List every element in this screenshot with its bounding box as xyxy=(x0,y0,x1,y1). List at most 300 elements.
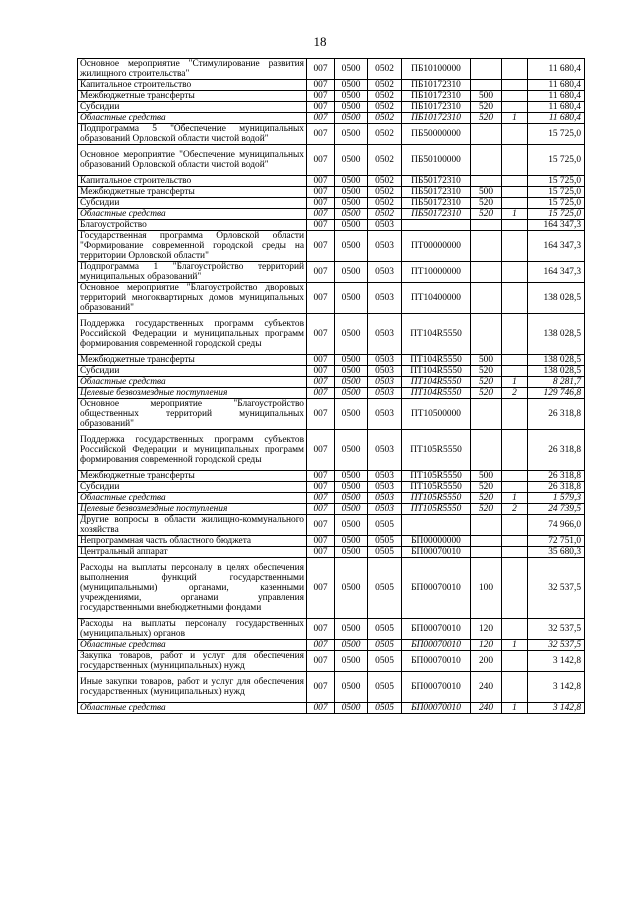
row-source-code xyxy=(502,672,528,703)
table-row xyxy=(78,703,585,714)
table-row xyxy=(78,198,585,209)
row-subsection-code: 0503 xyxy=(368,355,402,366)
row-subsection-code: 0502 xyxy=(368,198,402,209)
row-source-code xyxy=(502,482,528,493)
table-row xyxy=(78,619,585,640)
row-gr-code: 007 xyxy=(307,471,335,482)
row-section-code: 0500 xyxy=(335,493,368,504)
row-subsection-code: 0503 xyxy=(368,482,402,493)
row-gr-code: 007 xyxy=(307,176,335,187)
table-row xyxy=(78,124,585,145)
row-gr-code: 007 xyxy=(307,558,335,619)
row-section-code: 0500 xyxy=(335,187,368,198)
row-expense-type: 520 xyxy=(471,388,502,399)
row-gr-code: 007 xyxy=(307,102,335,113)
row-expense-type xyxy=(471,536,502,547)
row-target-code: БП00070010 xyxy=(402,672,471,703)
row-subsection-code: 0502 xyxy=(368,113,402,124)
row-section-code: 0500 xyxy=(335,482,368,493)
row-target-code xyxy=(402,220,471,231)
row-section-code: 0500 xyxy=(335,80,368,91)
row-section-code: 0500 xyxy=(335,355,368,366)
row-target-code: ПТ104R5550 xyxy=(402,355,471,366)
row-expense-type: 500 xyxy=(471,187,502,198)
row-source-code: 1 xyxy=(502,113,528,124)
row-subsection-code: 0503 xyxy=(368,399,402,430)
row-name: Основное мероприятие "Стимулирование развития жилищного строительства" xyxy=(78,59,307,80)
row-amount: 138 028,5 xyxy=(528,366,585,377)
row-amount: 11 680,4 xyxy=(528,80,585,91)
row-target-code: БП00070010 xyxy=(402,547,471,558)
row-gr-code: 007 xyxy=(307,80,335,91)
row-gr-code: 007 xyxy=(307,493,335,504)
row-section-code: 0500 xyxy=(335,283,368,314)
row-name: Основное мероприятие "Благоустройство общественных территорий муниципальных образований" xyxy=(78,399,307,430)
row-gr-code: 007 xyxy=(307,209,335,220)
row-source-code xyxy=(502,651,528,672)
row-expense-type: 520 xyxy=(471,482,502,493)
row-name: Областные средства xyxy=(78,377,307,388)
row-target-code: БП00070010 xyxy=(402,619,471,640)
row-expense-type: 100 xyxy=(471,558,502,619)
row-amount: 129 746,8 xyxy=(528,388,585,399)
row-gr-code: 007 xyxy=(307,59,335,80)
row-gr-code: 007 xyxy=(307,504,335,515)
row-source-code xyxy=(502,430,528,471)
row-section-code: 0500 xyxy=(335,399,368,430)
row-amount: 138 028,5 xyxy=(528,355,585,366)
row-section-code: 0500 xyxy=(335,619,368,640)
table-row xyxy=(78,482,585,493)
row-section-code: 0500 xyxy=(335,377,368,388)
row-name: Основное мероприятие "Благоустройство дворовых территорий многоквартирных домов муниципальных образований" xyxy=(78,283,307,314)
row-source-code xyxy=(502,536,528,547)
table-row xyxy=(78,262,585,283)
row-target-code: ПТ104R5550 xyxy=(402,377,471,388)
row-target-code: БП00070010 xyxy=(402,640,471,651)
row-gr-code: 007 xyxy=(307,651,335,672)
row-expense-type: 520 xyxy=(471,102,502,113)
row-target-code: ПТ10400000 xyxy=(402,283,471,314)
row-expense-type: 500 xyxy=(471,355,502,366)
table-row xyxy=(78,640,585,651)
row-section-code: 0500 xyxy=(335,471,368,482)
table-row xyxy=(78,536,585,547)
table-row xyxy=(78,651,585,672)
row-source-code: 1 xyxy=(502,377,528,388)
row-gr-code: 007 xyxy=(307,366,335,377)
row-name: Подпрограмма 1 "Благоустройство территорий муниципальных образований" xyxy=(78,262,307,283)
row-expense-type: 240 xyxy=(471,672,502,703)
row-section-code: 0500 xyxy=(335,113,368,124)
table-row xyxy=(78,377,585,388)
row-amount: 72 751,0 xyxy=(528,536,585,547)
row-target-code: БП00000000 xyxy=(402,536,471,547)
table-row xyxy=(78,493,585,504)
row-name: Межбюджетные трансферты xyxy=(78,91,307,102)
table-row xyxy=(78,176,585,187)
row-amount: 138 028,5 xyxy=(528,283,585,314)
row-amount: 164 347,3 xyxy=(528,262,585,283)
row-amount: 74 966,0 xyxy=(528,515,585,536)
row-gr-code: 007 xyxy=(307,547,335,558)
row-gr-code: 007 xyxy=(307,145,335,176)
row-name: Областные средства xyxy=(78,703,307,714)
row-source-code: 2 xyxy=(502,504,528,515)
row-gr-code: 007 xyxy=(307,113,335,124)
row-amount: 15 725,0 xyxy=(528,176,585,187)
row-subsection-code: 0505 xyxy=(368,703,402,714)
row-expense-type xyxy=(471,80,502,91)
row-source-code xyxy=(502,399,528,430)
row-section-code: 0500 xyxy=(335,314,368,355)
row-target-code: ПБ50172310 xyxy=(402,209,471,220)
table-row xyxy=(78,515,585,536)
row-amount: 8 281,7 xyxy=(528,377,585,388)
row-source-code: 1 xyxy=(502,640,528,651)
row-subsection-code: 0503 xyxy=(368,430,402,471)
row-subsection-code: 0503 xyxy=(368,262,402,283)
row-source-code xyxy=(502,355,528,366)
row-target-code: ПБ10100000 xyxy=(402,59,471,80)
row-subsection-code: 0502 xyxy=(368,102,402,113)
row-name: Областные средства xyxy=(78,493,307,504)
row-target-code: ПТ104R5550 xyxy=(402,388,471,399)
row-section-code: 0500 xyxy=(335,640,368,651)
row-name: Государственная программа Орловской области "Формирование современной городской среды на территории Орловской области" xyxy=(78,231,307,262)
table-row xyxy=(78,91,585,102)
row-expense-type xyxy=(471,220,502,231)
row-name: Поддержка государственных программ субъектов Российской Федерации и муниципальных программ формирования современной городской среды xyxy=(78,430,307,471)
row-name: Субсидии xyxy=(78,198,307,209)
row-target-code: ПТ10500000 xyxy=(402,399,471,430)
row-section-code: 0500 xyxy=(335,547,368,558)
row-source-code xyxy=(502,515,528,536)
row-target-code: ПБ50172310 xyxy=(402,198,471,209)
row-expense-type: 520 xyxy=(471,198,502,209)
row-amount: 1 579,3 xyxy=(528,493,585,504)
row-source-code xyxy=(502,145,528,176)
row-gr-code: 007 xyxy=(307,231,335,262)
row-expense-type xyxy=(471,399,502,430)
budget-table-body xyxy=(78,59,585,714)
row-gr-code: 007 xyxy=(307,283,335,314)
row-name: Другие вопросы в области жилищно-коммунального хозяйства xyxy=(78,515,307,536)
row-expense-type xyxy=(471,59,502,80)
row-target-code: БП00070010 xyxy=(402,703,471,714)
row-section-code: 0500 xyxy=(335,59,368,80)
row-source-code xyxy=(502,547,528,558)
row-source-code xyxy=(502,198,528,209)
row-subsection-code: 0503 xyxy=(368,283,402,314)
row-gr-code: 007 xyxy=(307,482,335,493)
table-row xyxy=(78,399,585,430)
table-row xyxy=(78,355,585,366)
row-target-code xyxy=(402,515,471,536)
row-source-code xyxy=(502,187,528,198)
row-expense-type: 120 xyxy=(471,640,502,651)
row-target-code: ПБ50000000 xyxy=(402,124,471,145)
row-section-code: 0500 xyxy=(335,209,368,220)
row-gr-code: 007 xyxy=(307,703,335,714)
row-source-code xyxy=(502,619,528,640)
row-amount: 11 680,4 xyxy=(528,59,585,80)
row-subsection-code: 0505 xyxy=(368,672,402,703)
row-amount: 32 537,5 xyxy=(528,558,585,619)
row-expense-type xyxy=(471,231,502,262)
row-subsection-code: 0505 xyxy=(368,651,402,672)
row-subsection-code: 0505 xyxy=(368,515,402,536)
table-row xyxy=(78,672,585,703)
row-section-code: 0500 xyxy=(335,145,368,176)
row-name: Областные средства xyxy=(78,209,307,220)
row-expense-type xyxy=(471,176,502,187)
row-expense-type: 500 xyxy=(471,91,502,102)
row-subsection-code: 0505 xyxy=(368,619,402,640)
row-name: Субсидии xyxy=(78,366,307,377)
row-section-code: 0500 xyxy=(335,558,368,619)
table-row xyxy=(78,314,585,355)
row-subsection-code: 0503 xyxy=(368,504,402,515)
row-subsection-code: 0503 xyxy=(368,366,402,377)
row-expense-type xyxy=(471,145,502,176)
table-row xyxy=(78,471,585,482)
row-amount: 32 537,5 xyxy=(528,640,585,651)
row-name: Непрограммная часть областного бюджета xyxy=(78,536,307,547)
row-target-code: ПБ50100000 xyxy=(402,145,471,176)
row-expense-type xyxy=(471,547,502,558)
row-gr-code: 007 xyxy=(307,640,335,651)
row-name: Поддержка государственных программ субъектов Российской Федерации и муниципальных программ формирования современной городской среды xyxy=(78,314,307,355)
row-source-code xyxy=(502,471,528,482)
row-name: Межбюджетные трансферты xyxy=(78,187,307,198)
row-target-code: ПБ50172310 xyxy=(402,187,471,198)
row-target-code: ПТ00000000 xyxy=(402,231,471,262)
row-section-code: 0500 xyxy=(335,262,368,283)
row-source-code xyxy=(502,102,528,113)
row-amount: 26 318,8 xyxy=(528,471,585,482)
table-row xyxy=(78,504,585,515)
table-row xyxy=(78,220,585,231)
row-target-code: ПТ105R5550 xyxy=(402,482,471,493)
page-number: 18 xyxy=(313,34,327,49)
row-section-code: 0500 xyxy=(335,198,368,209)
row-gr-code: 007 xyxy=(307,220,335,231)
row-expense-type: 520 xyxy=(471,209,502,220)
row-amount: 35 680,3 xyxy=(528,547,585,558)
row-expense-type xyxy=(471,262,502,283)
row-amount: 15 725,0 xyxy=(528,187,585,198)
row-source-code: 2 xyxy=(502,388,528,399)
row-source-code xyxy=(502,231,528,262)
budget-table xyxy=(77,58,585,714)
row-amount: 3 142,8 xyxy=(528,651,585,672)
row-expense-type: 500 xyxy=(471,471,502,482)
row-name: Основное мероприятие "Обеспечение муниципальных образований Орловской области чистой водой" xyxy=(78,145,307,176)
row-section-code: 0500 xyxy=(335,703,368,714)
row-amount: 15 725,0 xyxy=(528,209,585,220)
row-source-code xyxy=(502,314,528,355)
row-subsection-code: 0503 xyxy=(368,471,402,482)
row-gr-code: 007 xyxy=(307,388,335,399)
table-row xyxy=(78,145,585,176)
row-amount: 164 347,3 xyxy=(528,220,585,231)
row-name: Закупка товаров, работ и услуг для обеспечения государственных (муниципальных) нужд xyxy=(78,651,307,672)
row-section-code: 0500 xyxy=(335,651,368,672)
table-row xyxy=(78,547,585,558)
row-section-code: 0500 xyxy=(335,515,368,536)
row-gr-code: 007 xyxy=(307,124,335,145)
row-name: Расходы на выплаты персоналу в целях обеспечения выполнения функций государственными (муниципальными) органами, казенными учреждениями, органами управления государственными внебюджетными фондами xyxy=(78,558,307,619)
row-amount: 26 318,8 xyxy=(528,430,585,471)
row-amount: 15 725,0 xyxy=(528,124,585,145)
row-name: Целевые безвозмездные поступления xyxy=(78,388,307,399)
table-row xyxy=(78,209,585,220)
row-amount: 24 739,5 xyxy=(528,504,585,515)
row-subsection-code: 0505 xyxy=(368,536,402,547)
row-amount: 11 680,4 xyxy=(528,113,585,124)
row-section-code: 0500 xyxy=(335,672,368,703)
row-section-code: 0500 xyxy=(335,102,368,113)
row-source-code: 1 xyxy=(502,209,528,220)
row-source-code xyxy=(502,80,528,91)
row-expense-type xyxy=(471,314,502,355)
row-source-code xyxy=(502,262,528,283)
row-target-code: ПТ105R5550 xyxy=(402,471,471,482)
row-expense-type: 520 xyxy=(471,113,502,124)
row-subsection-code: 0502 xyxy=(368,91,402,102)
row-amount: 164 347,3 xyxy=(528,231,585,262)
row-target-code: ПТ104R5550 xyxy=(402,366,471,377)
row-name: Субсидии xyxy=(78,102,307,113)
row-source-code xyxy=(502,176,528,187)
row-target-code: ПТ105R5550 xyxy=(402,504,471,515)
row-expense-type: 240 xyxy=(471,703,502,714)
row-gr-code: 007 xyxy=(307,314,335,355)
row-name: Межбюджетные трансферты xyxy=(78,355,307,366)
row-target-code: ПТ105R5550 xyxy=(402,430,471,471)
row-source-code xyxy=(502,366,528,377)
row-section-code: 0500 xyxy=(335,176,368,187)
row-gr-code: 007 xyxy=(307,198,335,209)
row-subsection-code: 0505 xyxy=(368,640,402,651)
row-target-code: ПБ10172310 xyxy=(402,113,471,124)
row-name: Капитальное строительство xyxy=(78,80,307,91)
row-target-code: ПБ50172310 xyxy=(402,176,471,187)
row-subsection-code: 0502 xyxy=(368,187,402,198)
row-source-code xyxy=(502,558,528,619)
row-name: Иные закупки товаров, работ и услуг для обеспечения государственных (муниципальных) нужд xyxy=(78,672,307,703)
row-subsection-code: 0503 xyxy=(368,388,402,399)
row-expense-type: 520 xyxy=(471,504,502,515)
row-target-code: ПБ10172310 xyxy=(402,91,471,102)
row-target-code: ПТ104R5550 xyxy=(402,314,471,355)
row-subsection-code: 0502 xyxy=(368,59,402,80)
row-amount: 32 537,5 xyxy=(528,619,585,640)
row-subsection-code: 0505 xyxy=(368,558,402,619)
table-row xyxy=(78,187,585,198)
table-row xyxy=(78,59,585,80)
row-section-code: 0500 xyxy=(335,388,368,399)
row-subsection-code: 0503 xyxy=(368,231,402,262)
row-name: Подпрограмма 5 "Обеспечение муниципальных образований Орловской области чистой водой" xyxy=(78,124,307,145)
table-row xyxy=(78,80,585,91)
row-section-code: 0500 xyxy=(335,366,368,377)
row-amount: 15 725,0 xyxy=(528,145,585,176)
row-gr-code: 007 xyxy=(307,515,335,536)
row-expense-type xyxy=(471,283,502,314)
row-gr-code: 007 xyxy=(307,672,335,703)
row-target-code: ПБ10172310 xyxy=(402,80,471,91)
row-gr-code: 007 xyxy=(307,377,335,388)
row-section-code: 0500 xyxy=(335,536,368,547)
row-expense-type: 520 xyxy=(471,493,502,504)
row-target-code: БП00070010 xyxy=(402,651,471,672)
row-subsection-code: 0502 xyxy=(368,145,402,176)
row-amount: 11 680,4 xyxy=(528,102,585,113)
row-amount: 3 142,8 xyxy=(528,703,585,714)
table-row xyxy=(78,388,585,399)
row-expense-type xyxy=(471,430,502,471)
row-section-code: 0500 xyxy=(335,231,368,262)
row-subsection-code: 0502 xyxy=(368,176,402,187)
row-gr-code: 007 xyxy=(307,91,335,102)
row-target-code: БП00070010 xyxy=(402,558,471,619)
row-section-code: 0500 xyxy=(335,124,368,145)
row-amount: 3 142,8 xyxy=(528,672,585,703)
table-row xyxy=(78,558,585,619)
table-row xyxy=(78,366,585,377)
row-section-code: 0500 xyxy=(335,430,368,471)
row-amount: 11 680,4 xyxy=(528,91,585,102)
row-section-code: 0500 xyxy=(335,220,368,231)
row-section-code: 0500 xyxy=(335,504,368,515)
row-gr-code: 007 xyxy=(307,399,335,430)
row-section-code: 0500 xyxy=(335,91,368,102)
row-source-code xyxy=(502,59,528,80)
row-gr-code: 007 xyxy=(307,536,335,547)
row-expense-type: 200 xyxy=(471,651,502,672)
row-gr-code: 007 xyxy=(307,262,335,283)
row-name: Расходы на выплаты персоналу государственных (муниципальных) органов xyxy=(78,619,307,640)
row-subsection-code: 0502 xyxy=(368,209,402,220)
row-amount: 26 318,8 xyxy=(528,482,585,493)
row-gr-code: 007 xyxy=(307,430,335,471)
row-source-code: 1 xyxy=(502,493,528,504)
row-amount: 15 725,0 xyxy=(528,198,585,209)
row-name: Центральный аппарат xyxy=(78,547,307,558)
row-source-code xyxy=(502,91,528,102)
row-expense-type: 520 xyxy=(471,377,502,388)
row-name: Благоустройство xyxy=(78,220,307,231)
row-name: Областные средства xyxy=(78,640,307,651)
row-expense-type xyxy=(471,124,502,145)
row-target-code: ПТ10000000 xyxy=(402,262,471,283)
row-subsection-code: 0502 xyxy=(368,124,402,145)
table-row xyxy=(78,113,585,124)
row-source-code xyxy=(502,220,528,231)
row-amount: 26 318,8 xyxy=(528,399,585,430)
row-expense-type xyxy=(471,515,502,536)
row-target-code: ПБ10172310 xyxy=(402,102,471,113)
table-row xyxy=(78,283,585,314)
row-expense-type: 520 xyxy=(471,366,502,377)
row-amount: 138 028,5 xyxy=(528,314,585,355)
row-gr-code: 007 xyxy=(307,187,335,198)
row-source-code xyxy=(502,283,528,314)
row-subsection-code: 0505 xyxy=(368,547,402,558)
row-target-code: ПТ105R5550 xyxy=(402,493,471,504)
